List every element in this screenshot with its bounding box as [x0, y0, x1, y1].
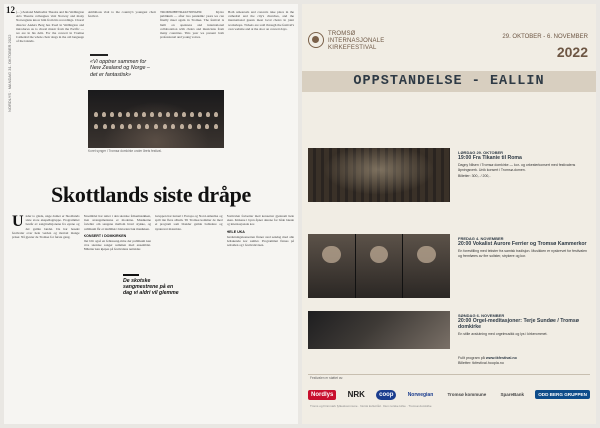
event-title: 19:00 Fra Tikanie til Roma — [458, 155, 522, 161]
choir-row — [94, 112, 218, 120]
sponsor-logo-sparebank: SpareBank — [500, 392, 524, 397]
vertical-page-label: NORDLYS · MANDAG 31. OKTOBER 2022 — [7, 34, 12, 112]
pull-quote — [90, 54, 154, 86]
festival-name: TROMSØ INTERNASJONALE KIRKEFESTIVAL — [328, 31, 385, 51]
event-block — [308, 148, 590, 202]
event-price: Billetter: 300,- / 200,- — [458, 174, 491, 179]
ticket-info: Fullt program på www.tkfestival.no Billetter: tkfestival.hoopla.no — [458, 356, 588, 365]
body-column — [155, 214, 223, 420]
article-headline: Skottlands siste dråpe — [51, 182, 251, 207]
event-date: SØNDAG 6. NOVEMBER — [458, 313, 505, 318]
drop-cap: U — [12, 214, 24, 230]
sponsor-small-print: Troms og Finnmark fylkeskommune · Norsk kulturråd · Den norske kirke · Tromsø domkirke — [310, 404, 432, 408]
event-info — [458, 150, 590, 179]
quote-bar — [90, 54, 108, 56]
subheading: HELE UKA — [226, 229, 245, 234]
sponsor-logo-nrk: NRK — [347, 390, 365, 399]
sponsor-logo-oddberg: ODD BERG GRUPPEN — [535, 390, 590, 399]
performer-portrait — [403, 234, 450, 298]
quote-bar — [123, 274, 139, 276]
pull-quote-text: «Vi opptrer sammen for New Zealand og Norge – det er fantastisk» — [90, 58, 150, 78]
event-block — [308, 234, 590, 298]
side-quote — [123, 274, 183, 302]
body-column — [227, 214, 295, 420]
festival-logo-icon — [308, 32, 324, 48]
photo-caption: Koret synger i Tromsø domkirke under årets festival. — [88, 149, 162, 153]
body-column — [12, 214, 80, 420]
body-column-text: Gruppen har turnert i Europa og Nord-Amerika og spilt inn flere album. Til Tromsø kommer de med et program som blander gamle balladere og nyskrevet materiale. — [155, 214, 223, 231]
page-number: 12 — [6, 5, 15, 15]
ticket-sales-line: Billetter: tkfestival.hoopla.no — [458, 360, 504, 365]
festival-dates: 29. OKTOBER - 6. NOVEMBER — [502, 34, 588, 40]
event-date: LØRDAG 29. OKTOBER — [458, 150, 504, 155]
side-quote-text: De skotske sangmestrene på en dag vi aldri vil glemme — [123, 277, 179, 297]
event-title: 20:00 Vokalist Aurore Ferrier og Tromsø Kammerkor — [458, 241, 587, 247]
article-column-c: TROMSØBETRAKTNINGER: Kjære publikum — after two pandemic years we can finally meet again in Tromsø. The festival is built on openness and international collaboration with choirs and musicians from many countries. This year we present both professional and young voices. — [160, 10, 224, 40]
divider — [308, 374, 590, 375]
choir-row — [94, 124, 218, 132]
body-column-text: Ensemblet har røtter i den skotske folkemusikken, men arrangementene er moderne. Musikerne forteller om sangene mellom hvert stykke, og publikum får et innblikk i historien bak musikken. KONSERT I DOMKIRKEN Det blir også en fellessang-time der publikum kan lære skotske sanger sammen med ensemblet. Billetter kan kjøpes på festivalens nettsider. — [83, 214, 151, 252]
sponsor-logos — [308, 388, 590, 401]
festival-website-link[interactable]: www.tkfestival.no — [485, 356, 517, 360]
choir-photo — [88, 90, 224, 148]
performer-portrait — [356, 234, 403, 298]
event-block — [308, 311, 590, 349]
sponsor-logo-coop: coop — [376, 390, 396, 400]
festival-ad-page — [302, 4, 596, 424]
event-info — [458, 313, 590, 337]
article-column-d: Both rehearsals and concerts take place in the cathedral and the city's churches, and the international guests meet local choirs in joint workshops. Tickets are sold through the festival's own website and at the door on concert days. — [228, 10, 294, 31]
event-photo — [308, 311, 450, 349]
sponsors-heading: Festivalen er støttet av: — [310, 376, 344, 380]
festival-year: 2022 — [556, 44, 588, 60]
event-date: FREDAG 4. NOVEMBER — [458, 236, 504, 241]
subheading: KONSERT I DOMKIRKEN — [83, 233, 127, 238]
sponsor-logo-kommune: Tromsø kommune — [447, 392, 487, 397]
event-description: En forestilling med tekster fra samisk tradisjon. Musikken er nyskrevet for festivalen og fremføres av fire solister, strykere og kor. — [458, 249, 587, 258]
left-page — [4, 4, 298, 424]
event-photo — [308, 148, 450, 202]
event-description: En stille avslutning med orgelmusikk og lys i kirkerommet. — [458, 332, 548, 337]
body-column-text: Under to glade, unge damer er Skottlands siste store akapellagruppe. Programmet består av sangtradisjonene fra øyene og det gamle landet. De har besøkt festivaler over hele verden og mottatt mange priser. Nå gjester de Tromsø for første gang. — [12, 214, 80, 240]
body-column-text: Festivalen fortsetter med konserter gjennom hele uken. Kirkene i byen åpner dørene for både lokale og internasjonale kor. HELE UKA Avslutningskonserten finner sted søndag med alle deltakende kor samlet. Programmet finnes på nettsiden og i festivalavisen. — [226, 214, 294, 248]
event-info — [458, 236, 590, 258]
event-title: 20:00 Orgel-meditasjoner: Terje Sundøe / Tromsø domkirke — [458, 318, 579, 331]
article-column-b: Ambitious visit to the country's youngest choir festival. — [88, 10, 156, 19]
event-photo — [308, 234, 450, 298]
event-description: Dagny Nilsen i Tromsø domkirke — kor- og orkesterkonsert med festivalens åpningsverk. Unik konsert i Tromsø-domen. — [458, 163, 576, 172]
article-body — [12, 214, 294, 420]
article-column-a: (…) Zealand Methodist Theatre and his Wellington Arts Theatre colleagues visit Norway and many Norwegians know him from his recordings. Choral director Anders Berg has lived in Wellington and introduces us to choral music from the Pacific — we are in his debt. For the concert in Tromsø Cathedral the whole choir sings in the old language of the islands. — [16, 10, 84, 44]
sponsor-logo-nordlys: Nordlys — [308, 390, 336, 400]
festival-banner: OPPSTANDELSE - EALLIN — [302, 71, 596, 92]
performer-portrait — [308, 234, 355, 298]
sponsor-logo-norwegian: Norwegian — [407, 391, 434, 398]
body-column — [84, 214, 152, 420]
